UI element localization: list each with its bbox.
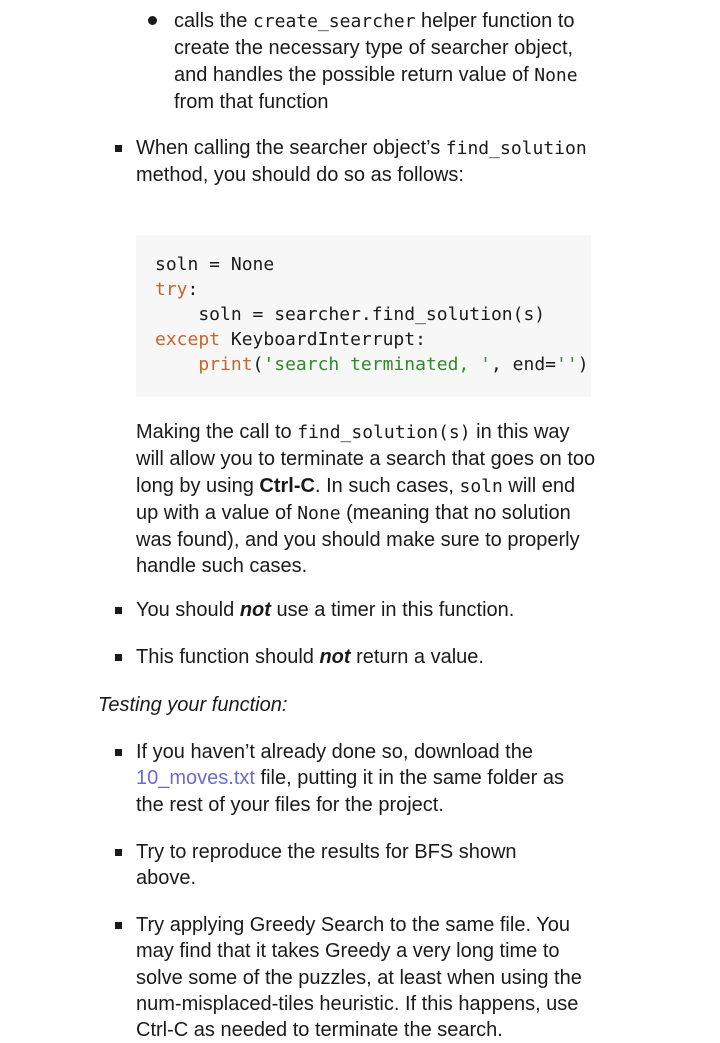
bullet-bfs: Try to reproduce the results for BFS shown above. (136, 841, 517, 890)
square-bullet-icon (115, 145, 122, 152)
code-none: None (534, 64, 578, 86)
bold-ctrl-c: Ctrl-C (259, 474, 315, 497)
testing-heading: Testing your function: (98, 694, 288, 716)
link-10-moves[interactable]: 10_moves.txt (136, 767, 255, 790)
paragraph-ctrl-c: Making the call to find_solution(s) in this way will allow you to terminate a search that goes on too long by using Ctrl-C. In such cases, soln will end up with a value of None (meaning that no solution was found), and you should make sure to properly handle such cases. (136, 421, 596, 578)
bullet-no-timer: You should not use a timer in this function. (136, 599, 515, 621)
code-find-solution: find_solution (445, 138, 587, 159)
square-bullet-icon (115, 654, 122, 661)
code-find-solution-s: find_solution(s) (297, 422, 471, 443)
square-bullet-icon (115, 749, 122, 756)
code-none-2: None (297, 502, 341, 524)
code-create-searcher: create_searcher (252, 11, 416, 32)
bullet-download: If you haven’t already done so, download the 10_moves.txt file, putting it in the same folder as the rest of your files for the project. (136, 741, 565, 816)
sub-bullet-create-searcher: calls the create_searcher helper function to create the necessary type of searcher object, and handles the possible return value of None from that function (174, 10, 578, 113)
code-content: soln = None try: soln = searcher.find_solution(s) except KeyboardInterrupt: print('search terminated, ', end='') (155, 254, 589, 375)
code-soln: soln (459, 475, 503, 497)
code-block (136, 235, 591, 397)
square-bullet-icon (115, 922, 122, 929)
round-bullet-icon (148, 16, 157, 25)
square-bullet-icon (115, 849, 122, 856)
bullet-call-find-solution: When calling the searcher object’s find_solution method, you should do so as follows: (136, 137, 587, 187)
square-bullet-icon (115, 607, 122, 614)
bullet-no-return: This function should not return a value. (136, 646, 484, 668)
bullet-greedy: Try applying Greedy Search to the same file. You may find that it takes Greedy a very long time to solve some of the puzzles, at least when using the num-misplaced-tiles heuristic. If this happens, use Ctrl-C as needed to terminate the search. (136, 914, 582, 1042)
